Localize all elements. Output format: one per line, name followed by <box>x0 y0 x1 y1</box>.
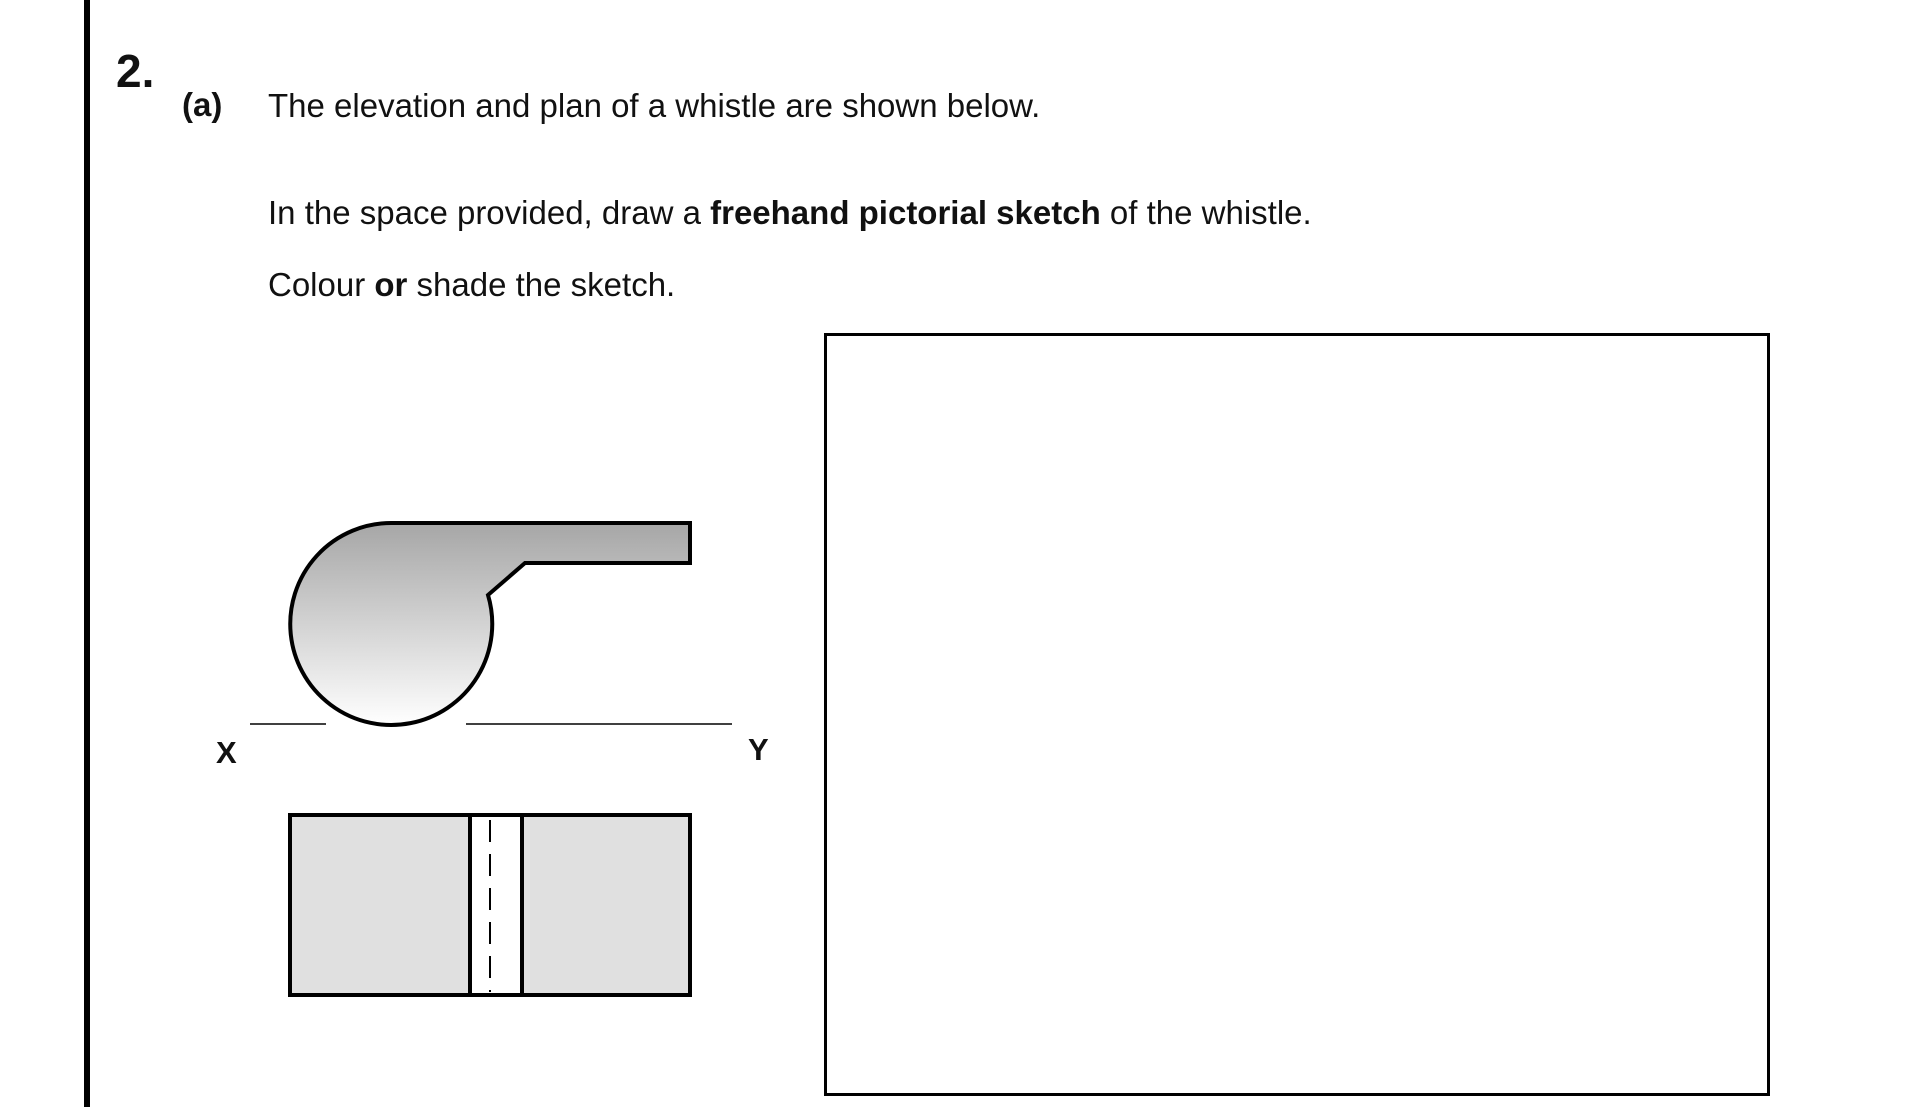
question-number: 2. <box>116 45 155 97</box>
question-part-label: (a) <box>182 86 223 123</box>
instruction-line-2 <box>268 196 1312 229</box>
xy-label-y: Y <box>748 732 769 767</box>
instruction-line-3-emphasis: or <box>374 266 408 303</box>
instruction-line-3-start: Colour <box>268 266 375 303</box>
whistle-plan-slot <box>470 815 522 995</box>
margin-rule <box>84 0 90 1107</box>
instruction-line-2-emphasis: freehand pictorial sketch <box>710 194 1101 231</box>
sketch-answer-box[interactable] <box>824 333 1770 1096</box>
instruction-line-3-end: shade the sketch. <box>407 266 676 303</box>
instruction-line-1: The elevation and plan of a whistle are shown below. <box>268 87 1041 124</box>
whistle-elevation <box>290 523 690 725</box>
instruction-line-2-start: In the space provided, draw a <box>268 194 711 231</box>
instruction-line-2-end: of the whistle. <box>1100 194 1312 231</box>
instruction-line-3 <box>268 268 675 301</box>
whistle-orthographic-drawing <box>180 480 800 1010</box>
xy-label-x: X <box>216 735 237 770</box>
